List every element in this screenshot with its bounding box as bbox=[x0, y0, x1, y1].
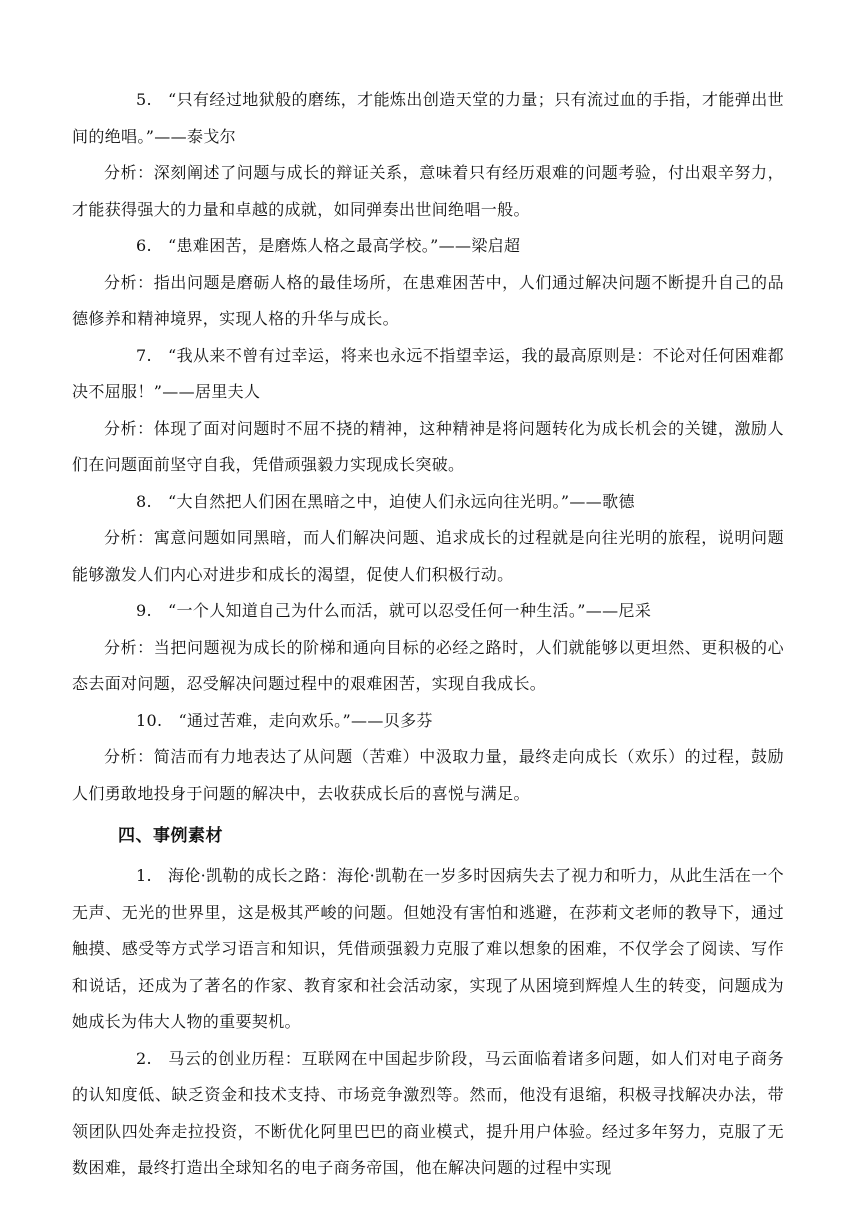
quote-item bbox=[72, 484, 784, 521]
example-text: 马云的创业历程：互联网在中国起步阶段，马云面临着诸多问题，如人们对电子商务的认知度低、缺乏资金和技术支持、市场竞争激烈等。然而，他没有退缩，积极寻找解决办法，带领团队四处奔走拉投资，不断优化阿里巴巴的商业模式，提升用户体验。经过多年努力，克服了无数困难，最终打造出全球知名的电子商务帝国，他在解决问题的过程中实现 bbox=[72, 1048, 784, 1177]
quote-number: 9. bbox=[136, 601, 152, 620]
quote-analysis: 分析：简洁而有力地表达了从问题（苦难）中汲取力量，最终走向成长（欢乐）的过程，鼓励人们勇敢地投身于问题的解决中，去收获成长后的喜悦与满足。 bbox=[72, 747, 784, 803]
quote-number: 7. bbox=[136, 345, 152, 365]
quote-item bbox=[72, 228, 784, 265]
example-item bbox=[72, 1041, 784, 1187]
quote-item bbox=[72, 82, 784, 155]
quote-analysis: 分析：指出问题是磨砺人格的最佳场所，在患难困苦中，人们通过解决问题不断提升自己的品德修养和精神境界，实现人格的升华与成长。 bbox=[72, 272, 784, 328]
quote-text: “大自然把人们困在黑暗之中，迫使人们永远向往光明。”——歌德 bbox=[167, 491, 635, 511]
quote-analysis: 分析：当把问题视为成长的阶梯和通向目标的必经之路时，人们就能够以更坦然、更积极的心态去面对问题，忍受解决问题过程中的艰难困苦，实现自我成长。 bbox=[72, 637, 784, 693]
quote-text: “只有经过地狱般的磨练，才能炼出创造天堂的力量；只有流过血的手指，才能弹出世间的绝唱。”——泰戈尔 bbox=[72, 90, 784, 146]
quote-number: 10. bbox=[136, 710, 163, 730]
example-number: 2. bbox=[136, 1048, 152, 1068]
quote-item bbox=[72, 593, 784, 630]
example-text: 海伦·凯勒的成长之路：海伦·凯勒在一岁多时因病失去了视力和听力，从此生活在一个无声、无光的世界里，这是极其严峻的问题。但她没有害怕和逃避，在莎莉文老师的教导下，通过触摸、感受等方式学习语言和知识，凭借顽强毅力克服了难以想象的困难，不仅学会了阅读、写作和说话，还成为了著名的作家、教育家和社会活动家，实现了从困境到辉煌人生的转变，问题成为她成长为伟大人物的重要契机。 bbox=[72, 866, 784, 1031]
quote-item bbox=[72, 703, 784, 740]
quote-analysis: 分析：深刻阐述了问题与成长的辩证关系，意味着只有经历艰难的问题考验，付出艰辛努力，才能获得强大的力量和卓越的成就，如同弹奏出世间绝唱一般。 bbox=[72, 163, 784, 219]
quote-item bbox=[72, 338, 784, 411]
quote-analysis: 分析：寓意问题如同黑暗，而人们解决问题、追求成长的过程就是向往光明的旅程，说明问题能够激发人们内心对进步和成长的渴望，促使人们积极行动。 bbox=[72, 528, 784, 584]
quote-text: “患难困苦，是磨炼人格之最高学校。”——梁启超 bbox=[167, 236, 521, 255]
quote-number: 8. bbox=[136, 491, 152, 511]
document-body bbox=[72, 82, 784, 1187]
example-item bbox=[72, 858, 784, 1041]
quote-text: “我从来不曾有过幸运，将来也永远不指望幸运，我的最高原则是：不论对任何困难都决不屈服！”——居里夫人 bbox=[72, 345, 784, 401]
quote-number: 6. bbox=[136, 236, 152, 255]
quote-text: “一个人知道自己为什么而活，就可以忍受任何一种生活。”——尼采 bbox=[167, 601, 652, 620]
quote-text: “通过苦难，走向欢乐。”——贝多芬 bbox=[178, 710, 433, 730]
example-number: 1. bbox=[136, 866, 152, 885]
quote-analysis: 分析：体现了面对问题时不屈不挠的精神，这种精神是将问题转化为成长机会的关键，激励人们在问题面前坚守自我，凭借顽强毅力实现成长突破。 bbox=[72, 418, 784, 474]
quote-number: 5. bbox=[136, 90, 152, 109]
section-heading: 四、事例素材 bbox=[118, 826, 223, 846]
